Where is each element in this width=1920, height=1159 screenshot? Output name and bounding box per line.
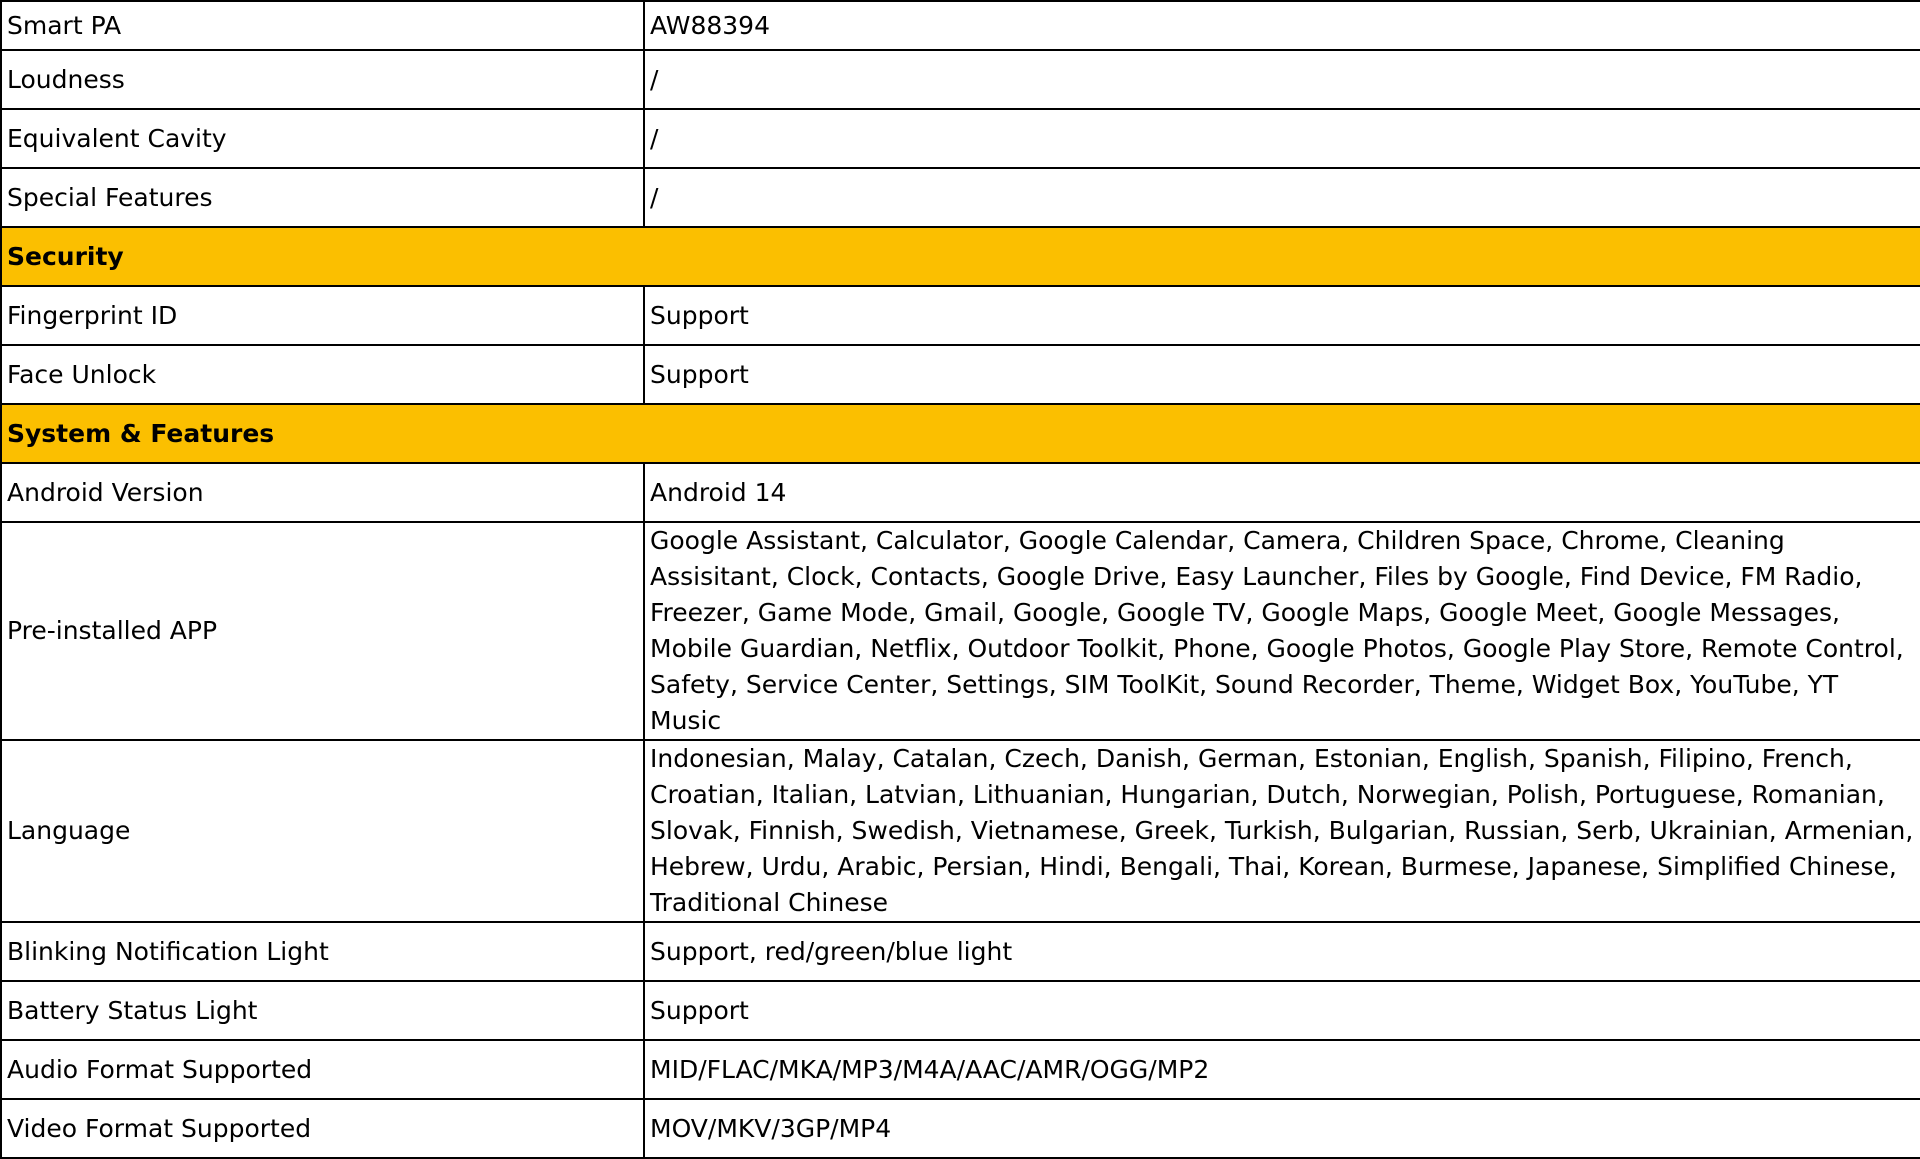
table-row — [1, 1, 1920, 50]
row-label: Battery Status Light — [1, 981, 644, 1040]
row-label: Loudness — [1, 50, 644, 109]
row-label: Pre-installed APP — [1, 522, 644, 740]
section-header-system — [1, 404, 1920, 463]
table-row — [1, 922, 1920, 981]
row-value: MOV/MKV/3GP/MP4 — [644, 1099, 1920, 1158]
section-title: System & Features — [1, 404, 1920, 463]
table-row — [1, 1040, 1920, 1099]
row-value: / — [644, 168, 1920, 227]
row-label: Audio Format Supported — [1, 1040, 644, 1099]
row-value: Support — [644, 981, 1920, 1040]
row-label: Android Version — [1, 463, 644, 522]
row-label: Smart PA — [1, 1, 644, 50]
table-row — [1, 50, 1920, 109]
table-row — [1, 522, 1920, 740]
row-value: Support — [644, 345, 1920, 404]
row-label: Blinking Notification Light — [1, 922, 644, 981]
table-row — [1, 345, 1920, 404]
row-label: Face Unlock — [1, 345, 644, 404]
row-label: Language — [1, 740, 644, 922]
table-row — [1, 463, 1920, 522]
row-value: Android 14 — [644, 463, 1920, 522]
row-value: MID/FLAC/MKA/MP3/M4A/AAC/AMR/OGG/MP2 — [644, 1040, 1920, 1099]
section-title: Security — [1, 227, 1920, 286]
row-value: AW88394 — [644, 1, 1920, 50]
row-value: Support, red/green/blue light — [644, 922, 1920, 981]
row-value: Google Assistant, Calculator, Google Calendar, Camera, Children Space, Chrome, Cleaning Assisitant, Clock, Contacts, Google Drive, Easy Launcher, Files by Google, Find Device, FM Radio, Freezer, Game Mode, Gmail, Google, Google TV, Google Maps, Google Meet, Google Messages, Mobile Guardian, Netflix, Outdoor Toolkit, Phone, Google Photos, Google Play Store, Remote Control, Safety, Service Center, Settings, SIM ToolKit, Sound Recorder, Theme, Widget Box, YouTube, YT Music — [644, 522, 1920, 740]
table-row — [1, 168, 1920, 227]
section-header-security — [1, 227, 1920, 286]
row-value: Indonesian, Malay, Catalan, Czech, Danish, German, Estonian, English, Spanish, Filipino, French, Croatian, Italian, Latvian, Lithuanian, Hungarian, Dutch, Norwegian, Polish, Portuguese, Romanian, Slovak, Finnish, Swedish, Vietnamese, Greek, Turkish, Bulgarian, Russian, Serb, Ukrainian, Armenian, Hebrew, Urdu, Arabic, Persian, Hindi, Bengali, Thai, Korean, Burmese, Japanese, Simplified Chinese, Traditional Chinese — [644, 740, 1920, 922]
table-row — [1, 981, 1920, 1040]
row-label: Video Format Supported — [1, 1099, 644, 1158]
row-value: / — [644, 50, 1920, 109]
row-value: / — [644, 109, 1920, 168]
table-row — [1, 740, 1920, 922]
table-row — [1, 109, 1920, 168]
row-label: Equivalent Cavity — [1, 109, 644, 168]
table-row — [1, 286, 1920, 345]
row-value: Support — [644, 286, 1920, 345]
table-row — [1, 1099, 1920, 1158]
row-label: Special Features — [1, 168, 644, 227]
row-label: Fingerprint ID — [1, 286, 644, 345]
